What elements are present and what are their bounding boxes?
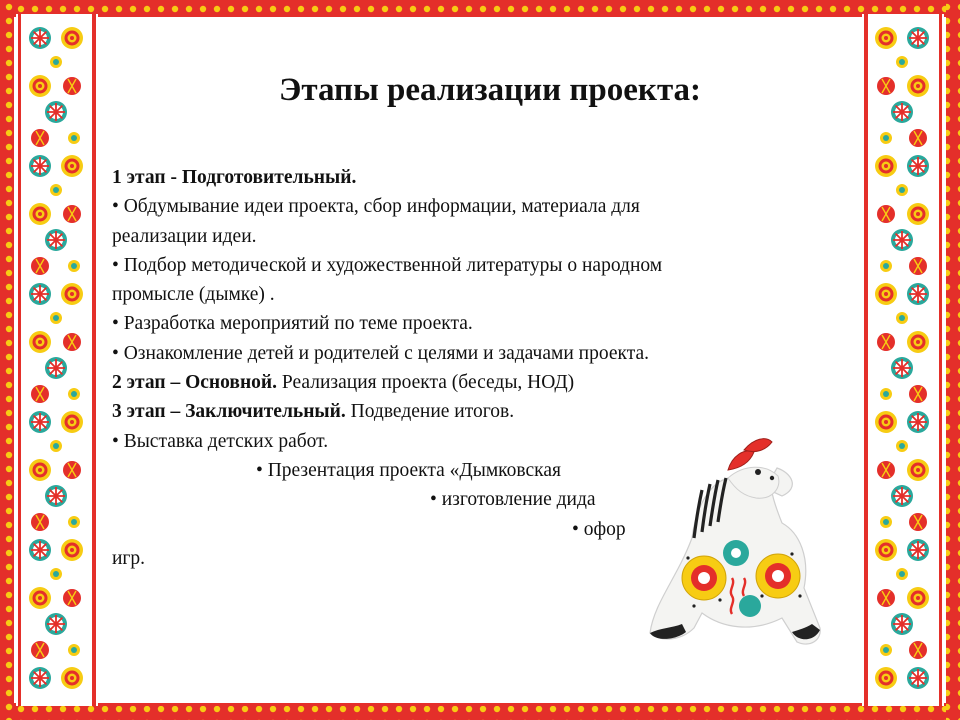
stage-3-text: Подведение итогов. [345,401,515,423]
dymkovo-horse-toy-illustration [632,428,828,660]
stage-3-heading: 3 этап – Заключительный. [112,401,346,423]
stage-3-item-3: • изготовление дида [430,489,596,511]
stage-2-line [112,368,802,397]
stage-1-item-1-continued: реализации идеи. [112,225,257,247]
stage-1-item-2-continued: промысле (дымке) . [112,284,275,306]
stage-1-item-3: • Разработка мероприятий по теме проекта. [112,313,473,335]
stage-3-item-4-continued: игр. [112,547,146,569]
stage-3-line [112,397,802,426]
stage-1-item-1: • Обдумывание идеи проекта, сбор информации, материала для [112,196,640,218]
stage-1-item-4: • Ознакомление детей и родителей с целями и задачами проекта. [112,342,649,364]
slide-title: Этапы реализации проекта: [278,72,702,108]
stage-3-item-4: • офор [572,518,626,540]
stage-2-text: Реализация проекта (беседы, НОД) [277,372,575,394]
stage-1-heading: 1 этап - Подготовительный. [112,167,357,188]
stage-1-item-2: • Подбор методической и художественной литературы о народном [112,254,663,276]
stage-2-heading: 2 этап – Основной. [112,372,278,394]
stage-3-item-2: • Презентация проекта «Дымковская [256,459,561,481]
stage-3-item-1: • Выставка детских работ. [112,430,329,452]
